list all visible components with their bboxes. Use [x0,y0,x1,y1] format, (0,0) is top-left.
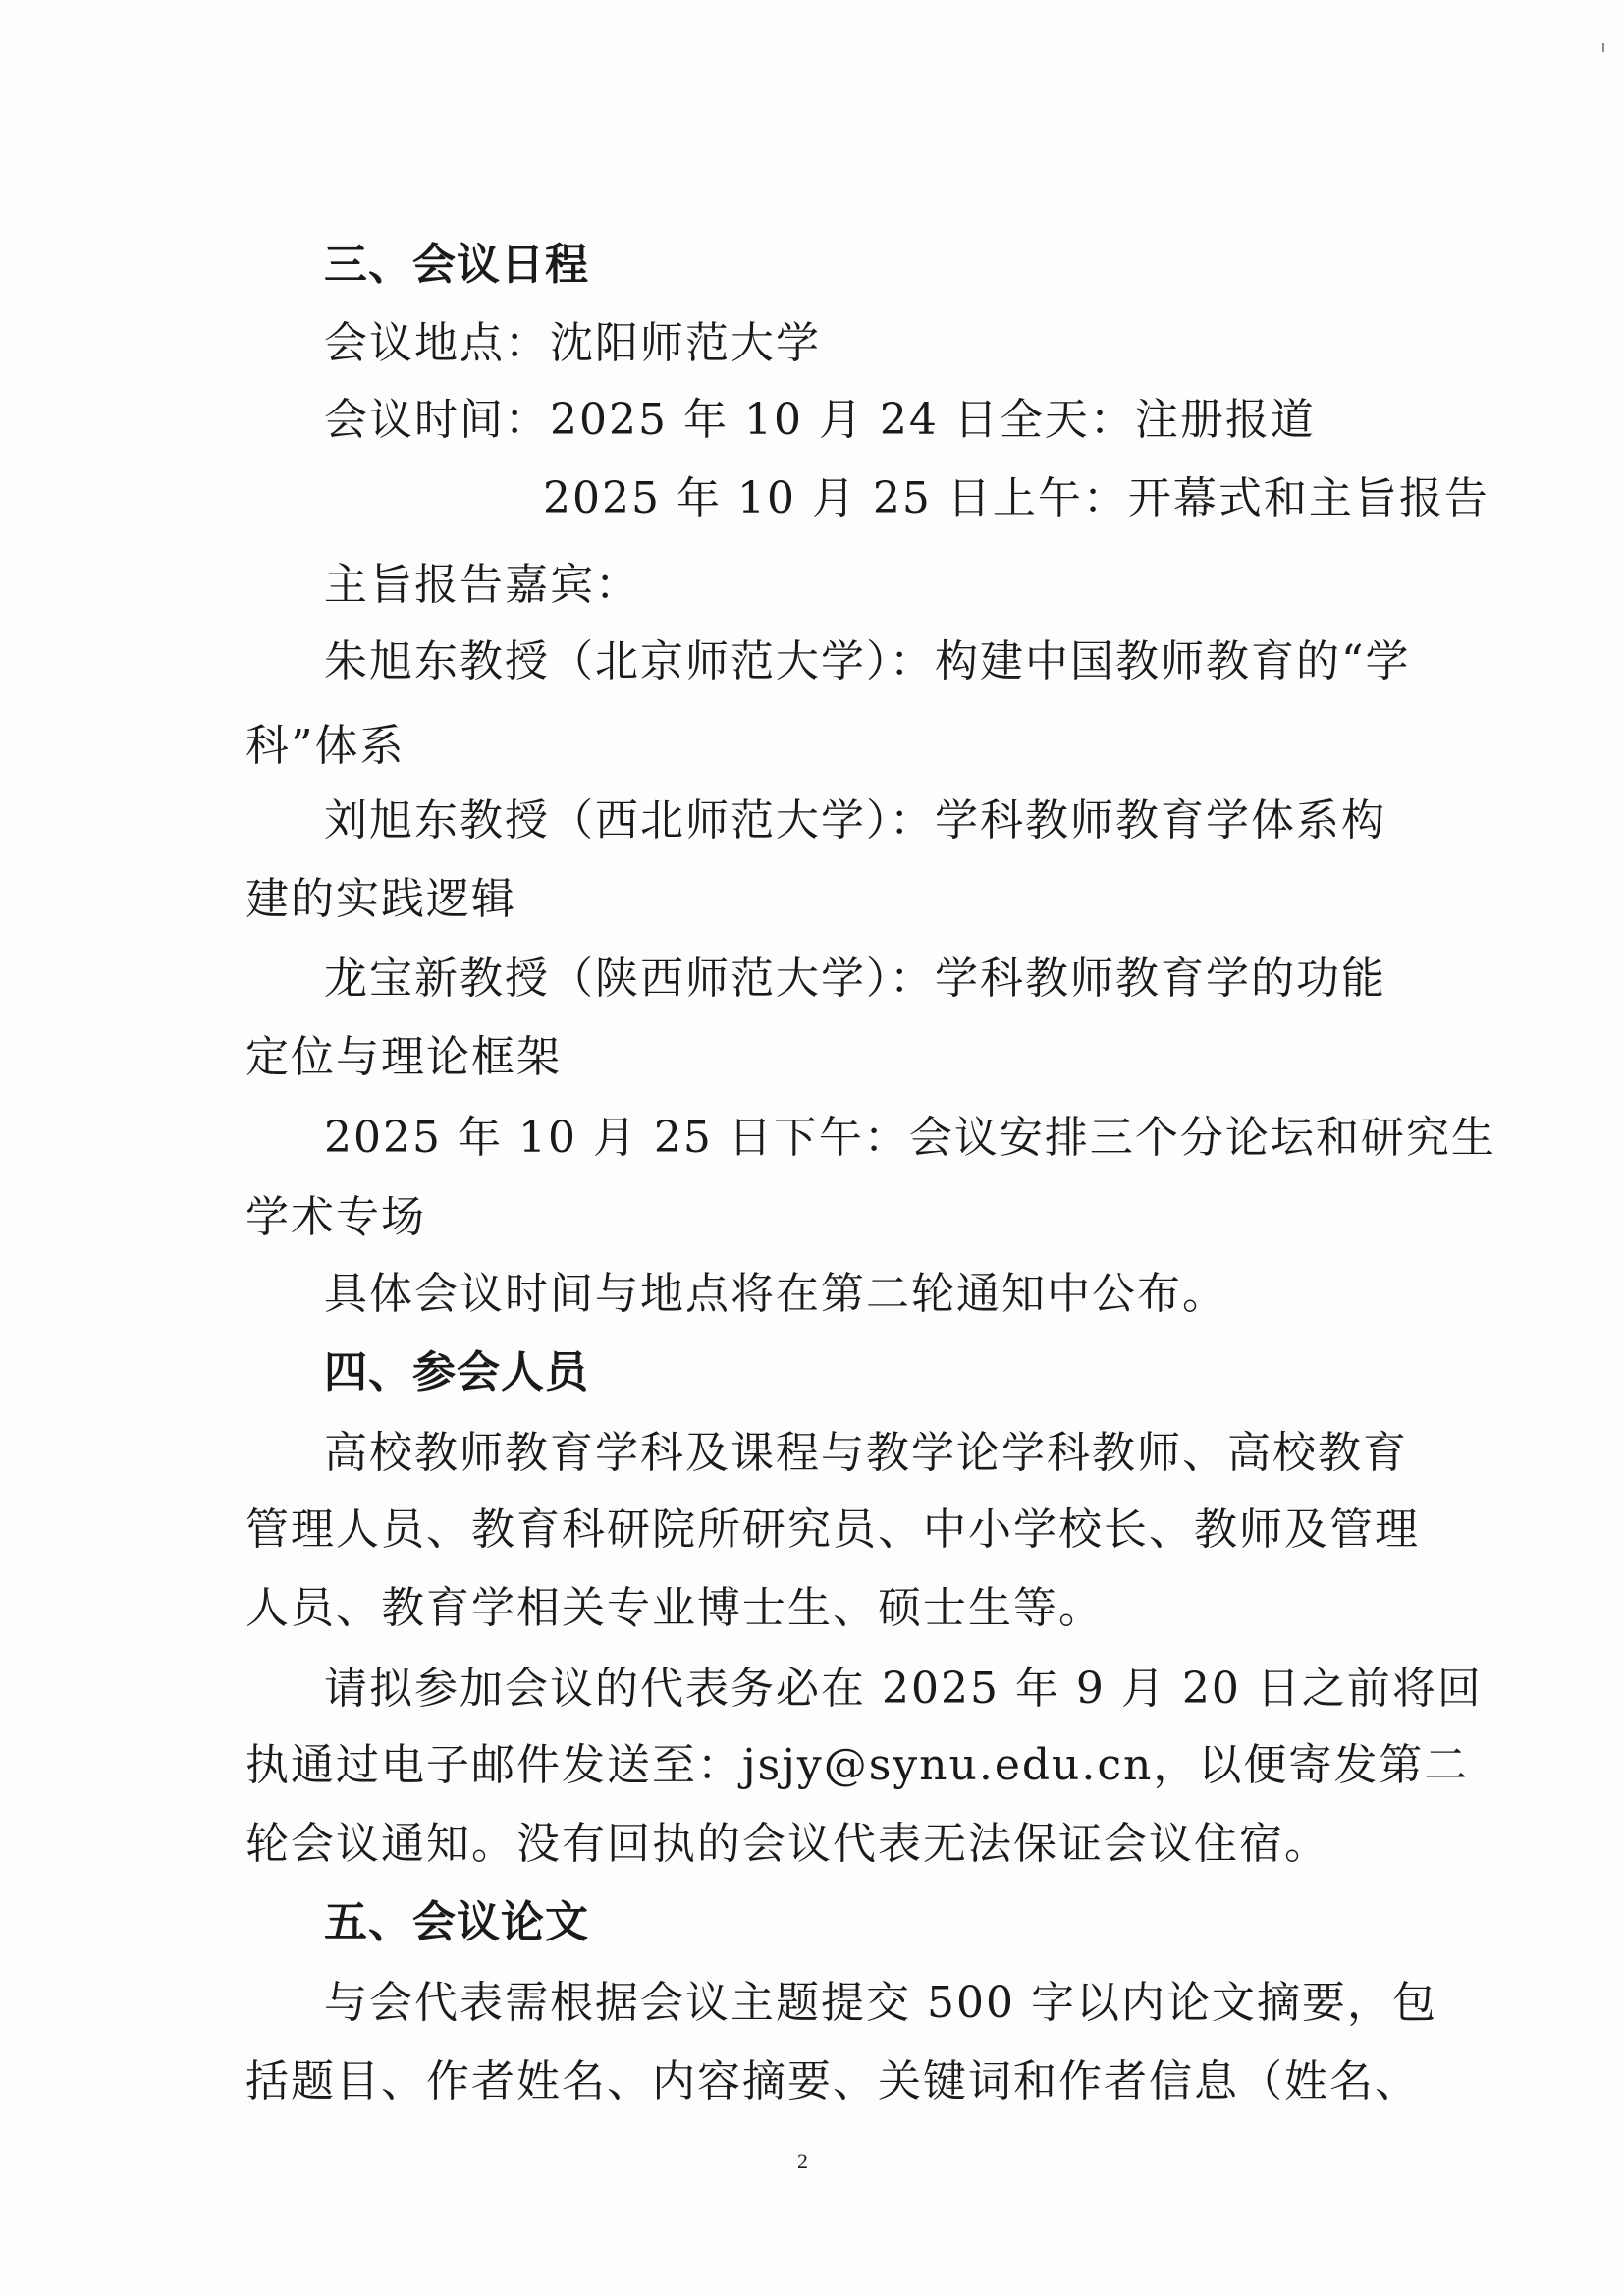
day2-afternoon-line: 2025 年 10 月 25 日下午：会议安排三个分论坛和研究生 [324,1113,1496,1163]
papers-line-1: 与会代表需根据会议主题提交 500 字以内论文摘要，包 [324,1978,1437,2028]
registration-line-1: 请拟参加会议的代表务必在 2025 年 9 月 20 日之前将回 [324,1664,1483,1714]
participants-line-3: 人员、教育学相关专业博士生、硕士生等。 [245,1583,1104,1633]
keynote-speaker-1: 朱旭东教授（北京师范大学）：构建中国教师教育的“学 [324,636,1411,686]
papers-line-2: 括题目、作者姓名、内容摘要、关键词和作者信息（姓名、 [245,2056,1420,2106]
scan-speck [1602,43,1604,52]
registration-line-3: 轮会议通知。没有回执的会议代表无法保证会议住宿。 [245,1819,1329,1869]
participants-line-2: 管理人员、教育科研院所研究员、中小学校长、教师及管理 [245,1504,1420,1555]
keynote-speaker-1-cont: 科”体系 [245,721,406,771]
section-heading-participants: 四、参会人员 [324,1347,589,1397]
time-line-day2-morning: 2025 年 10 月 25 日上午：开幕式和主旨报告 [543,473,1489,523]
keynote-speaker-3-cont: 定位与理论框架 [245,1032,562,1082]
section-heading-schedule: 三、会议日程 [324,240,589,290]
participants-line-1: 高校教师教育学科及课程与教学论学科教师、高校教育 [324,1428,1408,1478]
time-line-day1: 会议时间：2025 年 10 月 24 日全天：注册报道 [324,395,1316,445]
schedule-note: 具体会议时间与地点将在第二轮通知中公布。 [324,1269,1227,1319]
keynote-speaker-2-cont: 建的实践逻辑 [245,874,516,924]
keynote-speaker-3: 龙宝新教授（陕西师范大学）：学科教师教育学的功能 [324,954,1386,1004]
page-number: 2 [797,2149,808,2173]
section-heading-papers: 五、会议论文 [324,1897,589,1947]
registration-line-2: 执通过电子邮件发送至：jsjy@synu.edu.cn，以便寄发第二 [245,1740,1470,1790]
keynote-speaker-2: 刘旭东教授（西北师范大学）：学科教师教育学体系构 [324,795,1386,846]
day2-afternoon-line-cont: 学术专场 [245,1192,426,1242]
venue-line: 会议地点：沈阳师范大学 [324,318,821,368]
keynote-guests-label: 主旨报告嘉宾： [324,560,640,610]
